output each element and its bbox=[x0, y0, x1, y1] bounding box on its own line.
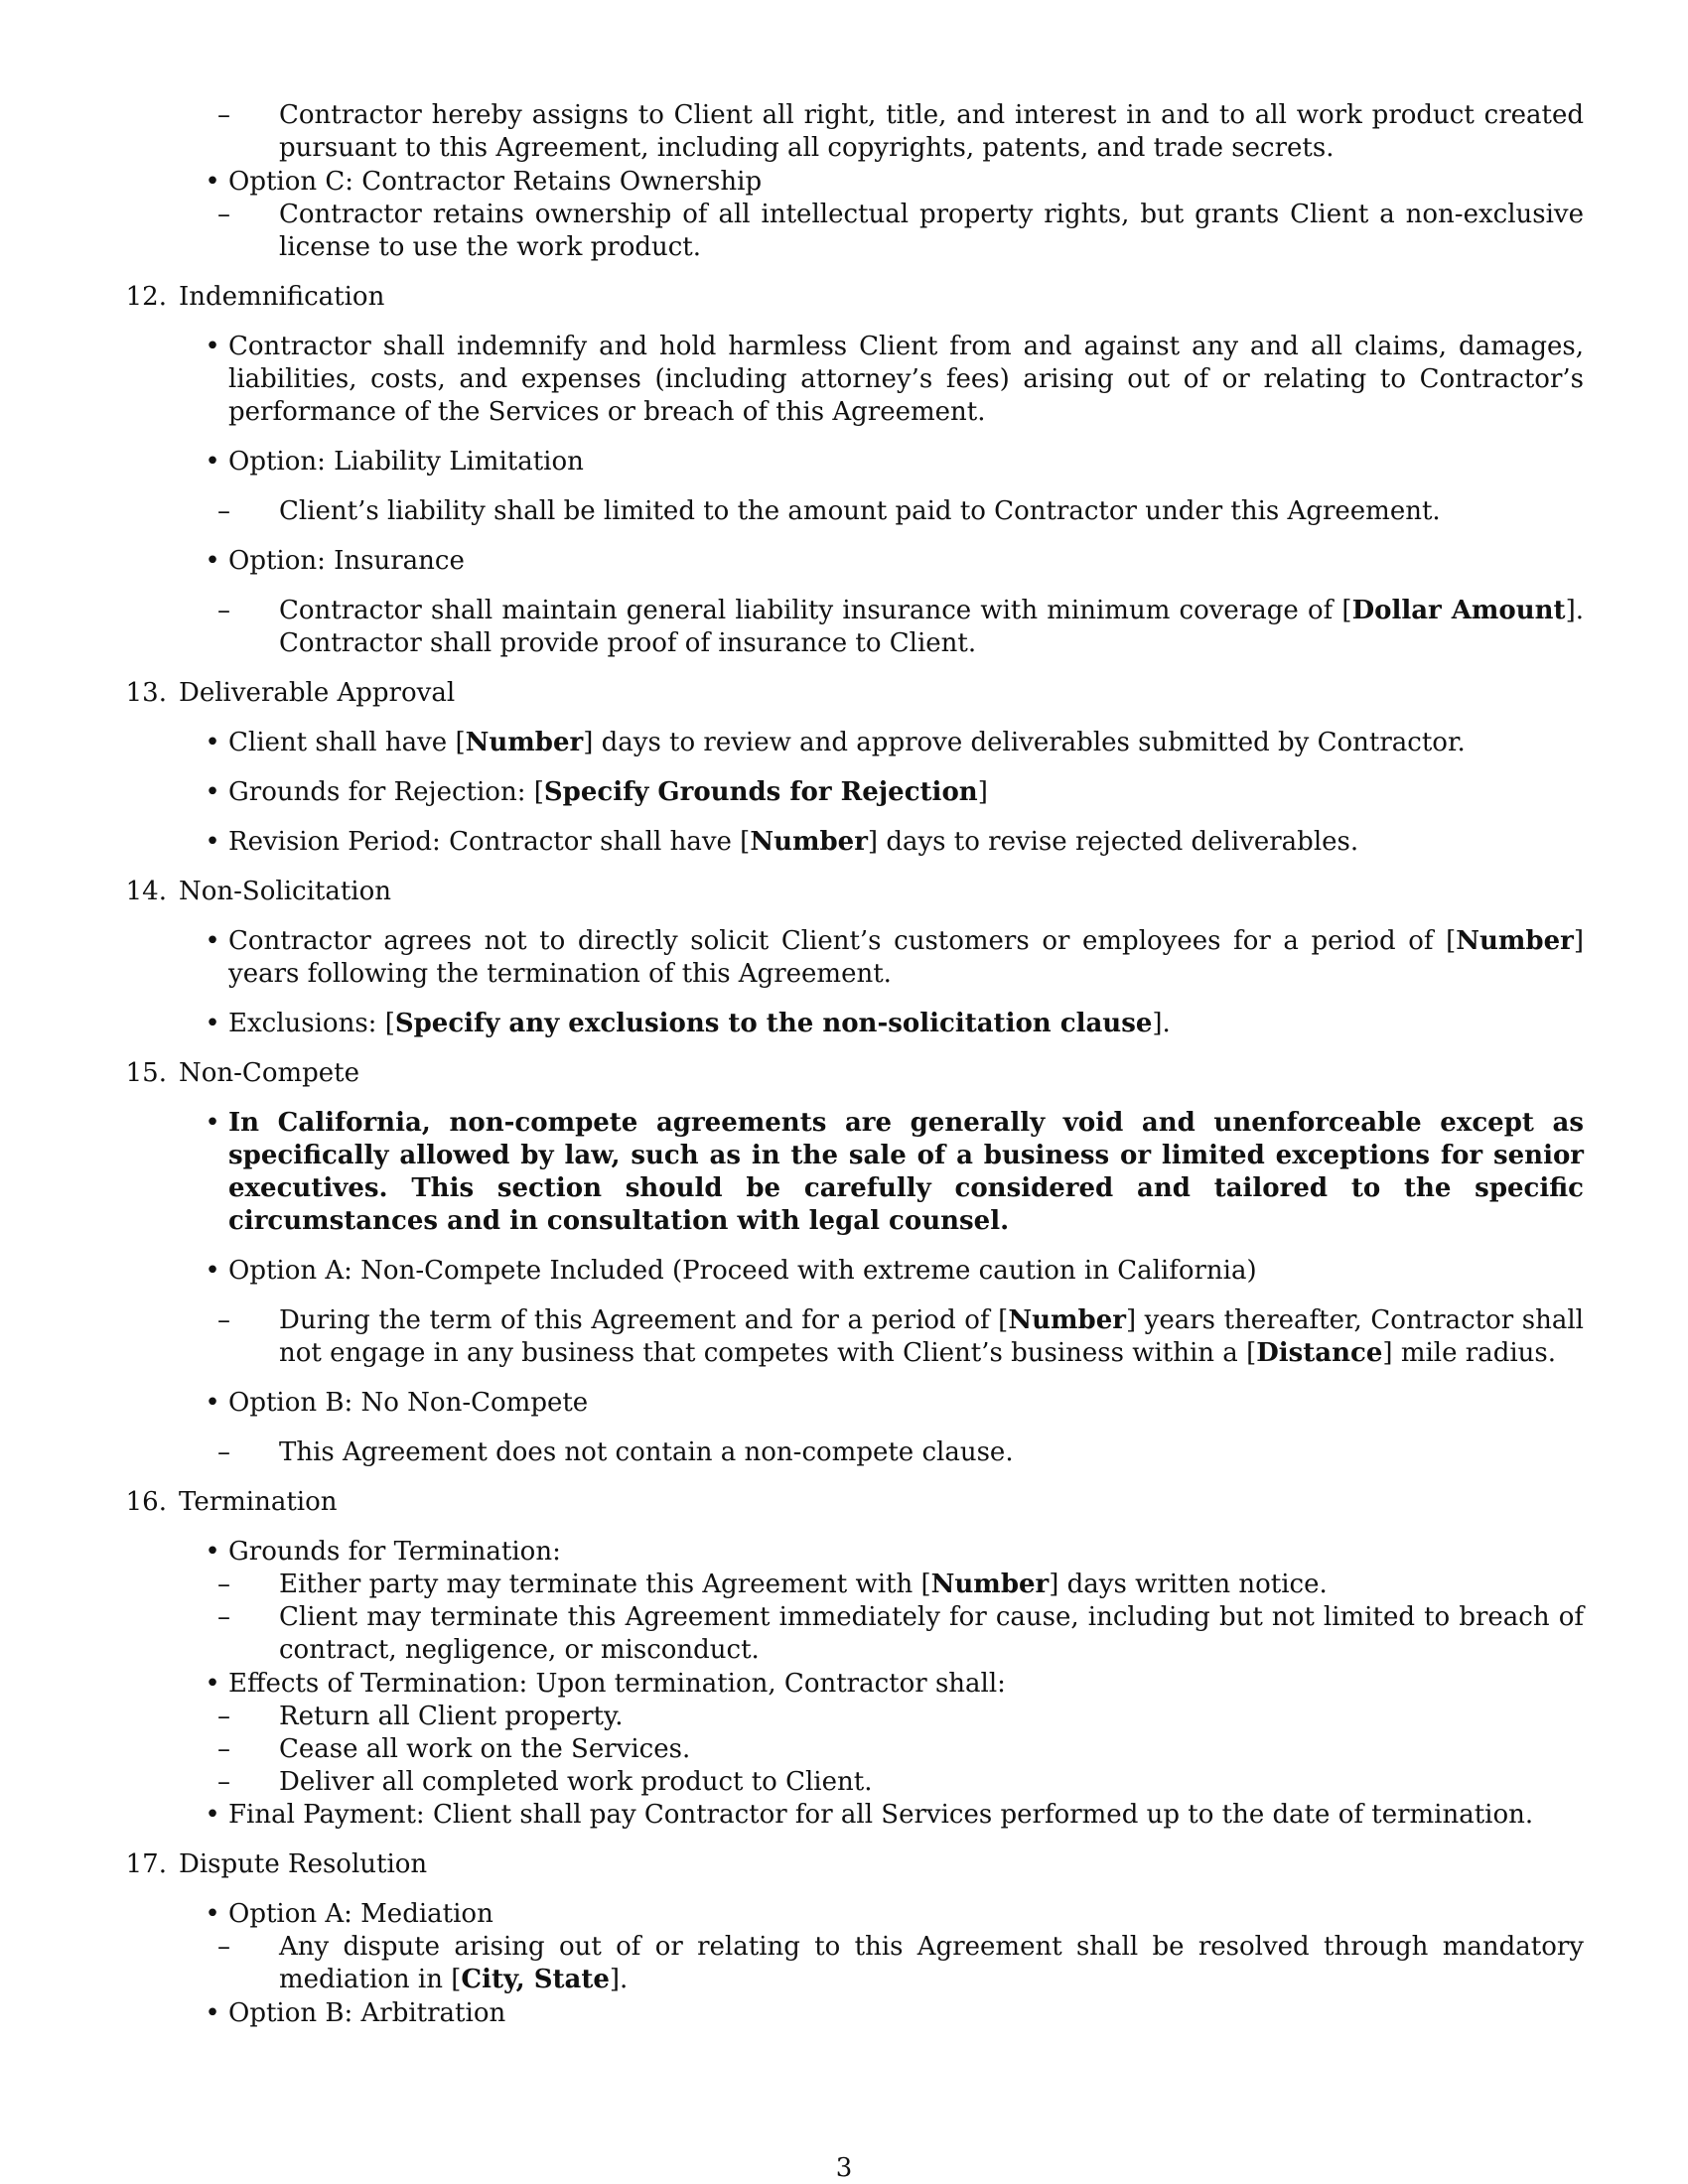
indemnify-text: Contractor shall indemnify and hold harmless Client from and against any and all claims, damages, liabilities, costs, and expenses (including attorney’s fees) arising out of or relating to Contractor’s performance of the Services or breach of this Agreement. bbox=[228, 332, 1584, 427]
placeholder-number: Number bbox=[465, 728, 584, 757]
exclusions-text: Exclusions: [Specify any exclusions to the non-solicitation clause]. bbox=[228, 1009, 1171, 1038]
section-title: Deliverable Approval bbox=[179, 678, 456, 708]
placeholder-number: Number bbox=[750, 827, 868, 857]
non-compete-option-a-item bbox=[199, 1255, 1584, 1288]
section-number: 14. bbox=[125, 877, 167, 906]
ip-assignment-text: Contractor hereby assigns to Client all right, title, and interest in and to all work product created pursuant to this Agreement, including all copyrights, patents, and trade secrets. bbox=[279, 100, 1584, 163]
bullet-marker: • bbox=[205, 546, 220, 576]
mediation-item bbox=[217, 1931, 1584, 1996]
section-16-heading bbox=[117, 1486, 713, 1519]
bullet-marker: • bbox=[205, 926, 220, 956]
placeholder-grounds: Specify Grounds for Rejection bbox=[543, 777, 978, 807]
termination-effects-item bbox=[199, 1668, 1584, 1701]
bullet-marker: • bbox=[205, 332, 220, 361]
insurance-text: Contractor shall maintain general liability insurance with minimum coverage of [Dollar Amount]. Contractor shall provide proof of insurance to Client. bbox=[279, 596, 1584, 658]
dash-marker: – bbox=[217, 596, 230, 625]
revision-period-text: Revision Period: Contractor shall have [Number] days to revise rejected deliverables. bbox=[228, 827, 1359, 857]
no-non-compete-text: This Agreement does not contain a non-compete clause. bbox=[279, 1437, 1014, 1467]
section-13-heading bbox=[117, 677, 713, 710]
arbitration-option-label: Option B: Arbitration bbox=[228, 1998, 506, 2028]
bullet-marker: • bbox=[205, 1009, 220, 1038]
section-title: Non-Solicitation bbox=[179, 877, 392, 906]
bullet-marker: • bbox=[205, 167, 220, 197]
non-compete-option-b-label: Option B: No Non-Compete bbox=[228, 1388, 589, 1418]
review-period-text: Client shall have [Number] days to review and approve deliverables submitted by Contractor. bbox=[228, 728, 1466, 757]
for-cause-text: Client may terminate this Agreement immediately for cause, including but not limited to breach of contract, negligence, or misconduct. bbox=[279, 1602, 1584, 1665]
dash-marker: – bbox=[217, 1932, 230, 1962]
dash-marker: – bbox=[217, 100, 230, 130]
mediation-option-label: Option A: Mediation bbox=[228, 1899, 493, 1929]
no-non-compete-item bbox=[217, 1436, 1584, 1469]
section-15-heading bbox=[117, 1057, 713, 1090]
section-title: Dispute Resolution bbox=[179, 1849, 428, 1879]
non-compete-terms-item bbox=[217, 1304, 1584, 1370]
bullet-marker: • bbox=[205, 1537, 220, 1567]
insurance-option-item bbox=[199, 545, 1584, 578]
non-solicit-item bbox=[199, 925, 1584, 991]
section-number: 17. bbox=[125, 1849, 167, 1879]
option-c-label: Option C: Contractor Retains Ownership bbox=[228, 167, 763, 197]
section-title: Indemnification bbox=[179, 282, 385, 312]
dash-marker: – bbox=[217, 1305, 230, 1335]
revision-period-item bbox=[199, 826, 1584, 859]
liability-option-item bbox=[199, 446, 1584, 478]
dash-marker: – bbox=[217, 1702, 230, 1731]
dash-marker: – bbox=[217, 1734, 230, 1764]
notice-text: Either party may terminate this Agreement with [Number] days written notice. bbox=[279, 1570, 1328, 1599]
final-payment-text: Final Payment: Client shall pay Contractor for all Services performed up to the date of termination. bbox=[228, 1800, 1534, 1830]
placeholder-number: Number bbox=[930, 1570, 1050, 1599]
page-number: 3 bbox=[835, 2153, 853, 2183]
california-warning-text: In California, non-compete agreements are generally void and unenforceable except as specifically allowed by law, such as in the sale of a business or limited exceptions for senior executives. This section should be carefully considered and tailored to the specific circumstances and in consultation with legal counsel. bbox=[228, 1108, 1584, 1236]
termination-grounds-label: Grounds for Termination: bbox=[228, 1537, 561, 1567]
deliver-work-text: Deliver all completed work product to Client. bbox=[279, 1767, 873, 1797]
dash-marker: – bbox=[217, 1570, 230, 1599]
return-property-item bbox=[217, 1701, 1584, 1733]
california-warning-item bbox=[199, 1107, 1584, 1238]
dash-marker: – bbox=[217, 1767, 230, 1797]
rejection-grounds-item bbox=[199, 776, 1584, 809]
placeholder-dollar-amount: Dollar Amount bbox=[1351, 596, 1566, 625]
placeholder-number: Number bbox=[1456, 926, 1574, 956]
section-number: 15. bbox=[125, 1058, 167, 1088]
deliver-work-item bbox=[217, 1766, 1584, 1799]
section-title: Non-Compete bbox=[179, 1058, 359, 1088]
non-compete-option-a-label: Option A: Non-Compete Included (Proceed with extreme caution in California) bbox=[228, 1256, 1257, 1286]
section-number: 13. bbox=[125, 678, 167, 708]
bullet-marker: • bbox=[205, 1256, 220, 1286]
placeholder-exclusions: Specify any exclusions to the non-solicitation clause bbox=[394, 1009, 1153, 1038]
exclusions-item bbox=[199, 1008, 1584, 1040]
bullet-marker: • bbox=[205, 1998, 220, 2028]
review-period-item bbox=[199, 727, 1584, 759]
dash-marker: – bbox=[217, 200, 230, 229]
termination-effects-label: Effects of Termination: Upon termination, Contractor shall: bbox=[228, 1669, 1006, 1699]
cease-work-text: Cease all work on the Services. bbox=[279, 1734, 691, 1764]
section-number: 16. bbox=[125, 1487, 167, 1517]
section-number: 12. bbox=[125, 282, 167, 312]
bullet-marker: • bbox=[205, 827, 220, 857]
indemnify-item bbox=[199, 331, 1584, 429]
final-payment-item bbox=[199, 1799, 1584, 1832]
rejection-grounds-text: Grounds for Rejection: [Specify Grounds for Rejection] bbox=[228, 777, 988, 807]
section-17-heading bbox=[117, 1848, 713, 1881]
bullet-marker: • bbox=[205, 1899, 220, 1929]
bullet-marker: • bbox=[205, 447, 220, 477]
placeholder-distance: Distance bbox=[1256, 1338, 1383, 1368]
return-property-text: Return all Client property. bbox=[279, 1702, 624, 1731]
liability-limit-item bbox=[217, 495, 1584, 528]
non-compete-terms-text: During the term of this Agreement and for a period of [Number] years thereafter, Contractor shall not engage in any business that competes with Client’s business within a [Distance] mile radius. bbox=[279, 1305, 1584, 1368]
notice-item bbox=[217, 1569, 1584, 1601]
insurance-option-label: Option: Insurance bbox=[228, 546, 465, 576]
mediation-option-item bbox=[199, 1898, 1584, 1931]
liability-limit-text: Client’s liability shall be limited to the amount paid to Contractor under this Agreement. bbox=[279, 496, 1441, 526]
for-cause-item bbox=[217, 1601, 1584, 1667]
non-compete-option-b-item bbox=[199, 1387, 1584, 1420]
liability-option-label: Option: Liability Limitation bbox=[228, 447, 584, 477]
dash-marker: – bbox=[217, 496, 230, 526]
termination-grounds-item bbox=[199, 1536, 1584, 1569]
bullet-marker: • bbox=[205, 777, 220, 807]
bullet-marker: • bbox=[205, 1800, 220, 1830]
bullet-marker: • bbox=[205, 1388, 220, 1418]
ip-retain-text: Contractor retains ownership of all intellectual property rights, but grants Client a non-exclusive license to use the work product. bbox=[279, 200, 1584, 262]
placeholder-number: Number bbox=[1008, 1305, 1126, 1335]
cease-work-item bbox=[217, 1733, 1584, 1766]
section-12-heading bbox=[117, 281, 713, 314]
ip-assignment-item bbox=[217, 99, 1584, 165]
option-c-item bbox=[199, 166, 1584, 199]
mediation-text: Any dispute arising out of or relating to this Agreement shall be resolved through mandatory mediation in [City, State]. bbox=[279, 1932, 1584, 1994]
arbitration-option-item bbox=[199, 1997, 1584, 2030]
insurance-item bbox=[217, 595, 1584, 660]
bullet-marker: • bbox=[205, 728, 220, 757]
bullet-marker: • bbox=[205, 1108, 220, 1138]
section-14-heading bbox=[117, 876, 713, 908]
dash-marker: – bbox=[217, 1602, 230, 1632]
bullet-marker: • bbox=[205, 1669, 220, 1699]
placeholder-city-state: City, State bbox=[461, 1965, 610, 1994]
ip-retain-item bbox=[217, 199, 1584, 264]
section-title: Termination bbox=[179, 1487, 338, 1517]
dash-marker: – bbox=[217, 1437, 230, 1467]
non-solicit-text: Contractor agrees not to directly solicit Client’s customers or employees for a period of [Number] years following the termination of this Agreement. bbox=[228, 926, 1584, 989]
